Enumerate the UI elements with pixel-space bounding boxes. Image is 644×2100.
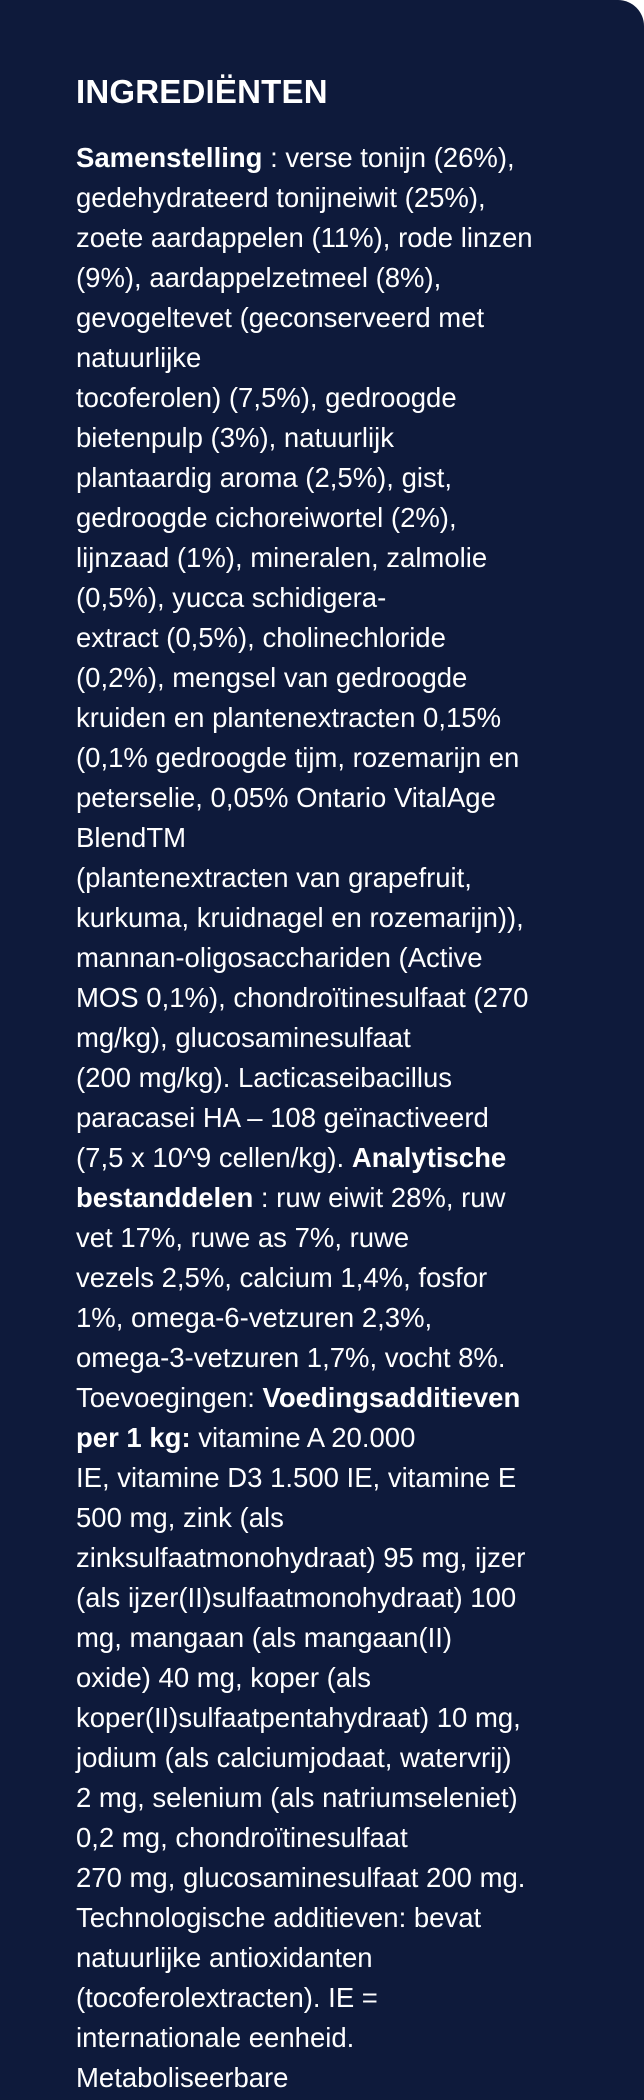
ingredients-line [76, 1098, 556, 1138]
ingredients-line [76, 578, 556, 618]
text-segment: bietenpulp (3%), natuurlijk [76, 422, 394, 453]
section-title: INGREDIËNTEN [76, 73, 328, 110]
text-segment: 270 mg, glucosaminesulfaat 200 mg. [76, 1862, 526, 1893]
text-segment: tocoferolen) (7,5%), gedroogde [76, 382, 457, 413]
ingredients-line [76, 1938, 556, 1978]
ingredients-line [76, 1138, 556, 1178]
ingredients-line [76, 1018, 556, 1058]
text-segment: mg, mangaan (als mangaan(II) [76, 1622, 453, 1653]
text-segment: vitamine A 20.000 [190, 1422, 416, 1453]
ingredients-line [76, 378, 556, 418]
text-segment: (als ijzer(II)sulfaatmonohydraat) 100 [76, 1582, 517, 1613]
ingredients-line [76, 778, 556, 818]
text-segment: 500 mg, zink (als [76, 1502, 284, 1533]
bold-term: per 1 kg: [76, 1422, 191, 1453]
ingredients-text [76, 138, 556, 2098]
text-segment: (0,5%), yucca schidigera- [76, 582, 387, 613]
ingredients-line [76, 538, 556, 578]
text-segment: : ruw eiwit 28%, ruw [253, 1182, 506, 1213]
text-segment: mg/kg), glucosaminesulfaat [76, 1022, 411, 1053]
text-segment: MOS 0,1%), chondroïtinesulfaat (270 [76, 982, 529, 1013]
ingredients-line [76, 298, 556, 338]
ingredients-line [76, 258, 556, 298]
ingredients-line [76, 738, 556, 778]
text-segment: vet 17%, ruwe as 7%, ruwe [76, 1222, 410, 1253]
ingredients-line [76, 498, 556, 538]
text-segment: (plantenextracten van grapefruit, [76, 862, 472, 893]
ingredients-line [76, 1338, 556, 1378]
bold-term: Analytische [351, 1142, 507, 1173]
text-segment: oxide) 40 mg, koper (als [76, 1662, 371, 1693]
text-segment: gedehydrateerd tonijneiwit (25%), [76, 182, 486, 213]
ingredients-line [76, 658, 556, 698]
ingredients-line [76, 1458, 556, 1498]
text-segment: kruiden en plantenextracten 0,15% [76, 702, 502, 733]
ingredients-line [76, 2018, 556, 2058]
text-segment: 1%, omega-6-vetzuren 2,3%, [76, 1302, 433, 1333]
ingredients-line [76, 1778, 556, 1818]
ingredients-line [76, 938, 556, 978]
ingredients-line [76, 1618, 556, 1658]
ingredients-line [76, 1658, 556, 1698]
text-segment: plantaardig aroma (2,5%), gist, [76, 462, 453, 493]
ingredients-line [76, 898, 556, 938]
ingredients-line [76, 1258, 556, 1298]
text-segment: koper(II)sulfaatpentahydraat) 10 mg, [76, 1702, 521, 1733]
ingredients-line [76, 418, 556, 458]
text-segment: omega-3-vetzuren 1,7%, vocht 8%. [76, 1342, 506, 1373]
text-segment: (0,2%), mengsel van gedroogde [76, 662, 468, 693]
ingredients-line [76, 1698, 556, 1738]
ingredients-line [76, 1178, 556, 1218]
text-segment: zoete aardappelen (11%), rode linzen [76, 222, 533, 253]
text-segment: lijnzaad (1%), mineralen, zalmolie [76, 542, 488, 573]
ingredients-line [76, 338, 556, 378]
text-segment: kurkuma, kruidnagel en rozemarijn)), [76, 902, 524, 933]
text-segment: (7,5 x 10^9 cellen/kg). [76, 1142, 352, 1173]
ingredients-line [76, 1498, 556, 1538]
ingredients-line [76, 618, 556, 658]
text-segment: paracasei HA – 108 geïnactiveerd [76, 1102, 489, 1133]
text-segment: Toevoegingen: [76, 1382, 263, 1413]
ingredients-line [76, 1818, 556, 1858]
ingredients-line [76, 1858, 556, 1898]
text-segment: 2 mg, selenium (als natriumseleniet) [76, 1782, 518, 1813]
ingredients-line [76, 1738, 556, 1778]
text-segment: Metaboliseerbare [76, 2062, 289, 2093]
text-segment: Technologische additieven: bevat [76, 1902, 482, 1933]
text-segment: : verse tonijn (26%), [262, 142, 515, 173]
text-segment: internationale eenheid. [76, 2022, 355, 2053]
text-segment: mannan-oligosacchariden (Active [76, 942, 483, 973]
text-segment: (9%), aardappelzetmeel (8%), [76, 262, 442, 293]
text-segment: zinksulfaatmonohydraat) 95 mg, ijzer [76, 1542, 526, 1573]
ingredients-line [76, 978, 556, 1018]
ingredients-line [76, 2058, 556, 2098]
bold-term: bestanddelen [76, 1182, 254, 1213]
text-segment: extract (0,5%), cholinechloride [76, 622, 446, 653]
text-segment: jodium (als calciumjodaat, watervrij) [76, 1742, 512, 1773]
text-segment: vezels 2,5%, calcium 1,4%, fosfor [76, 1262, 488, 1293]
text-segment: (tocoferolextracten). IE = [76, 1982, 378, 2013]
ingredients-line [76, 1058, 556, 1098]
text-segment: 0,2 mg, chondroïtinesulfaat [76, 1822, 408, 1853]
text-segment: (200 mg/kg). Lacticaseibacillus [76, 1062, 453, 1093]
text-segment: natuurlijke [76, 342, 202, 373]
ingredients-line [76, 1578, 556, 1618]
text-segment: gedroogde cichoreiwortel (2%), [76, 502, 457, 533]
bold-term: Samenstelling [76, 142, 263, 173]
ingredients-line [76, 818, 556, 858]
ingredients-line [76, 858, 556, 898]
text-segment: peterselie, 0,05% Ontario VitalAge [76, 782, 496, 813]
text-segment: (0,1% gedroogde tijm, rozemarijn en [76, 742, 520, 773]
ingredients-line [76, 458, 556, 498]
ingredients-line [76, 1538, 556, 1578]
text-segment: natuurlijke antioxidanten [76, 1942, 373, 1973]
text-segment: gevogeltevet (geconserveerd met [76, 302, 485, 333]
text-segment: BlendTM [76, 822, 187, 853]
ingredients-line [76, 1898, 556, 1938]
ingredients-line [76, 218, 556, 258]
ingredients-line [76, 1418, 556, 1458]
ingredients-line [76, 1378, 556, 1418]
ingredients-line [76, 1298, 556, 1338]
ingredients-line [76, 138, 556, 178]
ingredients-line [76, 178, 556, 218]
ingredients-line [76, 1218, 556, 1258]
bold-term: Voedingsadditieven [262, 1382, 521, 1413]
ingredients-line [76, 1978, 556, 2018]
text-segment: IE, vitamine D3 1.500 IE, vitamine E [76, 1462, 517, 1493]
ingredients-line [76, 698, 556, 738]
